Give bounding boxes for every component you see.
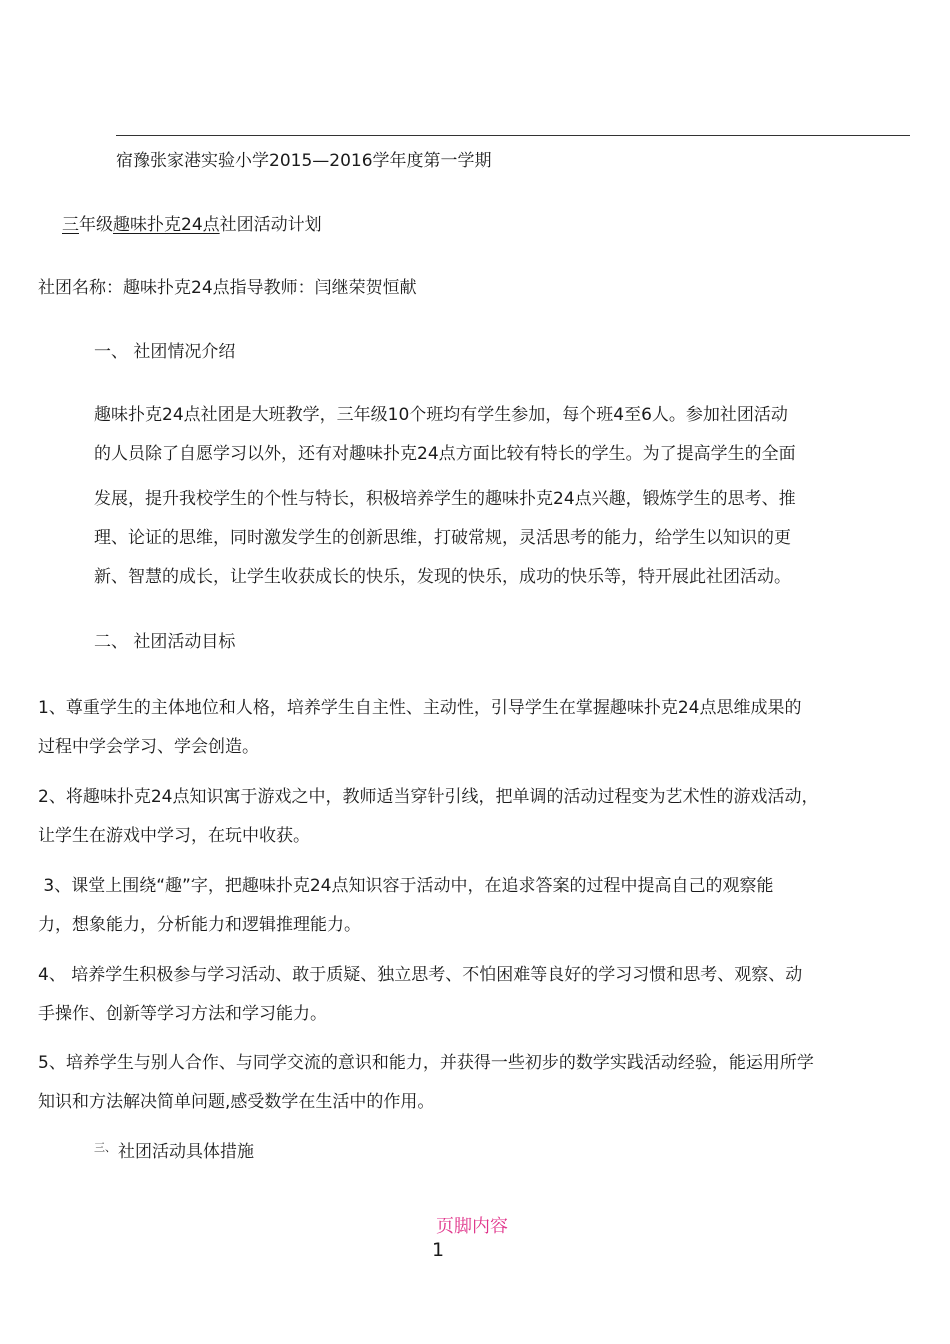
paragraph-line: 趣味扑克24点社团是大班教学，三年级10个班均有学生参加，每个班4至6人。参加社团活动 <box>94 405 788 425</box>
goal-line: 让学生在游戏中学习，在玩中收获。 <box>38 826 310 846</box>
paragraph-line: 的人员除了自愿学习以外，还有对趣味扑克24点方面比较有特长的学生。为了提高学生的全面 <box>94 444 796 464</box>
section1-heading: 一、 社团情况介绍 <box>94 342 236 362</box>
paragraph-line: 理、论证的思维，同时激发学生的创新思维，打破常规，灵活思考的能力，给学生以知识的更 <box>94 528 791 548</box>
goal-item-4 <box>38 956 802 1034</box>
goal-line: 5、培养学生与别人合作、与同学交流的意识和能力，并获得一些初步的数学实践活动经验，能运用所学 <box>38 1053 814 1073</box>
title-grade: 三 <box>62 215 79 235</box>
title-plan: 社团活动计划 <box>219 215 322 235</box>
document-title <box>62 210 322 235</box>
goal-line: 过程中学会学习、学会创造。 <box>38 737 259 757</box>
title-club-name: 趣味扑克24点 <box>113 215 220 235</box>
goal-item-3 <box>38 867 773 945</box>
goal-item-1 <box>38 689 801 767</box>
paragraph-line: 新、智慧的成长，让学生收获成长的快乐，发现的快乐，成功的快乐等，特开展此社团活动。 <box>94 567 791 587</box>
section3-title: 社团活动具体措施 <box>118 1142 254 1162</box>
paragraph-line: 发展，提升我校学生的个性与特长，积极培养学生的趣味扑克24点兴趣，锻炼学生的思考、推 <box>94 489 796 509</box>
title-grade-suffix: 年级 <box>79 215 113 235</box>
goal-line: 力，想象能力，分析能力和逻辑推理能力。 <box>38 915 361 935</box>
goal-line: 知识和方法解决简单问题,感受数学在生活中的作用。 <box>38 1092 435 1112</box>
section3-heading <box>94 1137 254 1162</box>
section1-paragraph <box>94 396 796 597</box>
goal-line: 4、 培养学生积极参与学习活动、敢于质疑、独立思考、不怕困难等良好的学习习惯和思考、观察、动 <box>38 965 803 985</box>
section2-heading: 二、 社团活动目标 <box>94 632 236 652</box>
goal-line: 2、将趣味扑克24点知识寓于游戏之中，教师适当穿针引线，把单调的活动过程变为艺术性的游戏活动， <box>38 787 819 807</box>
goal-line: 3、课堂上围绕“趣”字，把趣味扑克24点知识容于活动中，在追求答案的过程中提高自己的观察能 <box>38 876 774 896</box>
goal-item-5 <box>38 1044 814 1122</box>
school-term-line: 宿豫张家港实验小学2015—2016学年度第一学期 <box>116 151 492 171</box>
goal-item-2 <box>38 778 818 856</box>
page-number: 1 <box>432 1239 445 1261</box>
goal-line: 1、尊重学生的主体地位和人格，培养学生自主性、主动性，引导学生在掌握趣味扑克24点思维成果的 <box>38 698 802 718</box>
footer-text: 页脚内容 <box>436 1216 508 1237</box>
goal-line: 手操作、创新等学习方法和学习能力。 <box>38 1004 327 1024</box>
header-rule <box>116 135 910 136</box>
club-meta-line: 社团名称：趣味扑克24点指导教师：闫继荣贺恒献 <box>38 278 417 298</box>
section3-marker: 三、 <box>94 1141 116 1154</box>
